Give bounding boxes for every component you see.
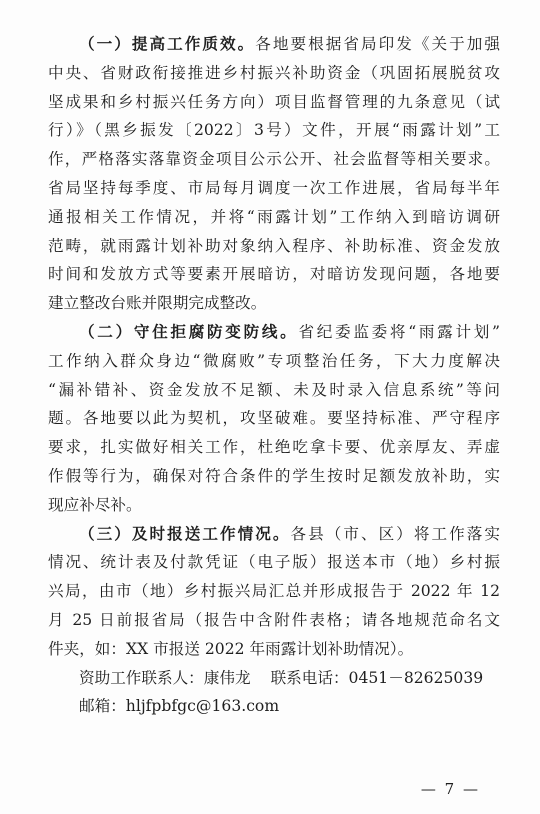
contact-person-name: 康伟龙 [203,668,251,687]
section-1-heading: （一）提高工作质效。 [79,34,256,53]
paragraph-line: 行）》（黑乡振发〔2022〕3号）文件，开展“雨露计划”工 [48,121,500,140]
contact-email-label: 邮箱： [79,697,126,716]
paragraph-line: 作假等行为，确保对符合条件的学生按时足额发放补助，实 [48,466,500,485]
paragraph-line: （三）及时报送工作情况。各县（市、区）将工作落实 [79,523,500,543]
section-3-heading: （三）及时报送工作情况。 [79,523,291,543]
contact-person-line [48,664,500,693]
contact-phone-label: 联系电话： [270,668,349,687]
section-1 [48,30,500,318]
paragraph-line: 情况、统计表及付款凭证（电子版）报送本市（地）乡村振 [48,553,500,572]
paragraph-line: 兴局，由市（地）乡村振兴局汇总并形成报告于 2022 年 12 [48,582,500,601]
paragraph-line: 月 25 日前报省局（报告中含附件表格；请各地规范命名文 [48,610,500,629]
paragraph-line: 省局坚持每季度、市局每月调度一次工作进展，省局每半年 [48,178,500,197]
contact-email[interactable]: hljfpbfgc@163.com [125,697,280,716]
paragraph-line: 题。各地要以此为契机，攻坚破难。要坚持标准、严守程序 [48,409,500,428]
paragraph-line: 通报相关工作情况，并将“雨露计划”工作纳入到暗访调研 [48,207,500,226]
paragraph-line: （二）守住拒腐防变防线。省纪委监委将“雨露计划” [79,321,500,341]
section-2 [48,318,500,520]
page-number: — 7 — [420,780,480,798]
paragraph-line: 要求，扎实做好相关工作，杜绝吃拿卡要、优亲厚友、弄虚 [48,438,500,457]
document-body [48,30,500,721]
contact-email-line [48,692,500,721]
paragraph-line: （一）提高工作质效。各地要根据省局印发《关于加强 [79,34,500,53]
paragraph-line: 建立整改台账并限期完成整改。 [48,294,267,313]
section-2-heading: （二）守住拒腐防变防线。 [79,321,299,341]
paragraph-line: 现应补尽补。 [48,495,142,514]
paragraph-line: “漏补错补、资金发放不足额、未及时录入信息系统”等问 [48,380,500,399]
contact-person-label: 资助工作联系人： [79,668,204,687]
paragraph-line: 作，严格落实落靠资金项目公示公开、社会监督等相关要求。 [48,150,500,169]
paragraph-line: 坚成果和乡村振兴任务方向）项目监督管理的九条意见（试 [48,92,500,111]
section-3 [48,520,500,664]
paragraph-line: 工作纳入群众身边“微腐败”专项整治任务，下大力度解决 [48,351,500,370]
paragraph-line: 范畴，就雨露计划补助对象纳入程序、补助标准、资金发放 [48,236,500,255]
paragraph-line: 时间和发放方式等要素开展暗访，对暗访发现问题，各地要 [48,265,500,284]
paragraph-line: 中央、省财政衔接推进乡村振兴补助资金（巩固拓展脱贫攻 [48,63,500,82]
paragraph-line: 件夹，如：XX 市报送 2022 年雨露计划补助情况）。 [48,639,414,658]
contact-block [48,664,500,722]
contact-phone[interactable]: 0451－82625039 [348,668,484,687]
